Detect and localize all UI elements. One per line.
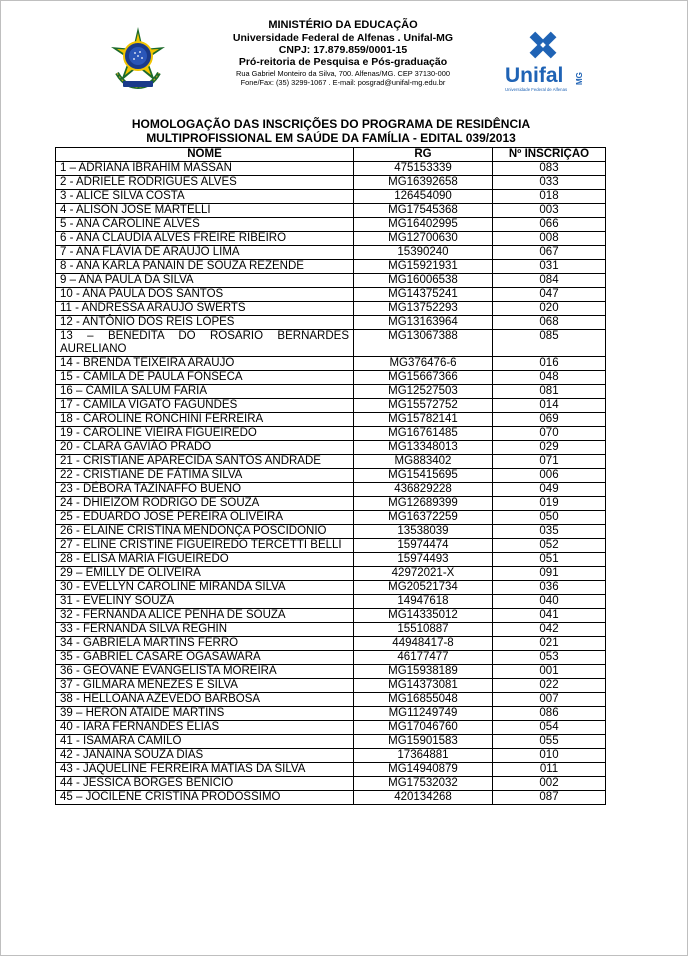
header-registration-number: Nº INSCRIÇÃO [493,148,606,162]
cell-name: 19 - CAROLINE VIEIRA FIGUEIREDO [56,427,354,441]
cell-rg: MG17545368 [354,204,493,218]
cell-registration-number: 035 [493,525,606,539]
table-row [56,707,606,721]
cell-registration-number: 048 [493,371,606,385]
cell-name: 35 - GABRIEL CASARE OGASAWARA [56,651,354,665]
table-row [56,609,606,623]
unifal-logo-icon [501,25,593,93]
cell-rg: 13538039 [354,525,493,539]
cell-name: 7 - ANA FLÁVIA DE ARAUJO LIMA [56,246,354,260]
cell-name: 25 - EDUARDO JOSÉ PEREIRA OLIVEIRA [56,511,354,525]
table-row [56,427,606,441]
cell-rg: 15974474 [354,539,493,553]
cell-rg: MG14373081 [354,679,493,693]
cell-registration-number: 071 [493,455,606,469]
cell-rg: MG13067388 [354,330,493,357]
table-row [56,357,606,371]
cell-rg: MG14375241 [354,288,493,302]
cell-registration-number: 069 [493,413,606,427]
cell-rg: 15974493 [354,553,493,567]
table-row [56,763,606,777]
cell-rg: MG14940879 [354,763,493,777]
table-row [56,651,606,665]
cell-registration-number: 070 [493,427,606,441]
table-row [56,274,606,288]
cell-name: 5 - ANA CAROLINE ALVES [56,218,354,232]
table-row [56,623,606,637]
table-row [56,525,606,539]
cell-name: 39 – HERON ATAIDE MARTINS [56,707,354,721]
cell-rg: 14947618 [354,595,493,609]
cell-registration-number: 011 [493,763,606,777]
cell-registration-number: 033 [493,176,606,190]
cell-rg: MG15901583 [354,735,493,749]
cell-name: 42 - JANAINA SOUZA DIAS [56,749,354,763]
cell-rg: MG15667366 [354,371,493,385]
cell-name: 22 - CRISTIANE DE FÁTIMA SILVA [56,469,354,483]
registrations-table [55,147,606,805]
cnpj: CNPJ: 17.879.859/0001-15 [278,43,408,56]
cell-registration-number: 047 [493,288,606,302]
table-row [56,246,606,260]
cell-rg: MG11249749 [354,707,493,721]
cell-name: 16 – CAMILA SALUM FARIA [56,385,354,399]
table-row [56,371,606,385]
header-rg: RG [354,148,493,162]
cell-registration-number: 016 [493,357,606,371]
cell-rg: MG376476-6 [354,357,493,371]
cell-registration-number: 041 [493,609,606,623]
table-row [56,190,606,204]
table-header-row [56,148,606,162]
cell-name: 29 – EMILLY DE OLIVEIRA [56,567,354,581]
table-row [56,693,606,707]
cell-rg: MG16372259 [354,511,493,525]
table-row [56,791,606,805]
ministry-name: MINISTÉRIO DA EDUCAÇÃO [268,19,418,31]
cell-name: 23 - DÉBORA TAZINAFFO BUENO [56,483,354,497]
cell-rg: 44948417-8 [354,637,493,651]
cell-rg: 420134268 [354,791,493,805]
cell-registration-number: 086 [493,707,606,721]
cell-registration-number: 081 [493,385,606,399]
table-row [56,679,606,693]
cell-rg: MG17046760 [354,721,493,735]
cell-registration-number: 020 [493,302,606,316]
cell-registration-number: 051 [493,553,606,567]
cell-registration-number: 040 [493,595,606,609]
header-name: NOME [56,148,354,162]
cell-rg: 15390240 [354,246,493,260]
table-row [56,567,606,581]
cell-registration-number: 085 [493,330,606,357]
cell-rg: MG12700630 [354,232,493,246]
cell-registration-number: 018 [493,190,606,204]
cell-name: 33 - FERNANDA SILVA REGHIN [56,623,354,637]
cell-registration-number: 068 [493,316,606,330]
cell-registration-number: 052 [493,539,606,553]
cell-name: 31 - EVELINY SOUZA [56,595,354,609]
cell-rg: 15510887 [354,623,493,637]
table-row [56,553,606,567]
cell-rg: MG13348013 [354,441,493,455]
cell-name: 12 - ANTÔNIO DOS REIS LOPES [56,316,354,330]
cell-registration-number: 029 [493,441,606,455]
cell-rg: MG883402 [354,455,493,469]
university-name: Universidade Federal de Alfenas . Unifal-MG [232,31,454,44]
logo-suffix: MG [575,72,584,85]
table-row [56,637,606,651]
table-row [56,497,606,511]
table-row [56,749,606,763]
address: Rua Gabriel Monteiro da Silva, 700. Alfenas/MG. CEP 37130-000 [236,69,450,79]
table-row [56,316,606,330]
cell-rg: MG13752293 [354,302,493,316]
table-row [56,665,606,679]
cell-name: 3 - ALICE SILVA COSTA [56,190,354,204]
cell-name: 1 – ADRIANA IBRAHIM MASSAN [56,162,354,176]
cell-registration-number: 066 [493,218,606,232]
contact-info: Fone/Fax: (35) 3299-1067 . E-mail: posgrad@unifal-mg.edu.br [240,77,446,87]
cell-name: 45 – JOCILENE CRISTINA PRODOSSIMO [56,791,354,805]
table-row [56,511,606,525]
cell-name: 36 - GEOVANE EVANGELISTA MOREIRA [56,665,354,679]
cell-registration-number: 003 [493,204,606,218]
document-title [57,117,605,145]
cell-name: 27 - ELINE CRISTINE FIGUEIREDO TERCETTI BELLI [56,539,354,553]
cell-registration-number: 021 [493,637,606,651]
cell-rg: 436829228 [354,483,493,497]
department-name: Pró-reitoria de Pesquisa e Pós-graduação [238,56,448,69]
cell-rg: MG13163964 [354,316,493,330]
cell-rg: MG15938189 [354,665,493,679]
cell-name: 17 - CAMILA VIGATO FAGUNDES [56,399,354,413]
cell-registration-number: 008 [493,232,606,246]
logo-wordmark: Unifal [505,64,564,87]
cell-rg: MG15572752 [354,399,493,413]
cell-name: 40 - IARA FERNANDES ELIAS [56,721,354,735]
table-row [56,483,606,497]
cell-name: 30 - EVELLYN CAROLINE MIRANDA SILVA [56,581,354,595]
cell-rg: MG14335012 [354,609,493,623]
cell-name: 44 - JESSICA BORGES BENICIO [56,777,354,791]
cell-registration-number: 001 [493,665,606,679]
cell-registration-number: 006 [493,469,606,483]
table-row [56,735,606,749]
cell-name: 32 - FERNANDA ALICE PENHA DE SOUZA [56,609,354,623]
cell-name: 38 - HELLOANA AZEVEDO BARBOSA [56,693,354,707]
cell-rg: 46177477 [354,651,493,665]
logo-caption: Universidade Federal de Alfenas [505,87,568,92]
cell-registration-number: 083 [493,162,606,176]
cell-registration-number: 042 [493,623,606,637]
table-row [56,777,606,791]
cell-name: 34 - GABRIELA MARTINS FERRO [56,637,354,651]
cell-registration-number: 087 [493,791,606,805]
table-row [56,581,606,595]
cell-registration-number: 054 [493,721,606,735]
cell-registration-number: 084 [493,274,606,288]
cell-rg: MG16402995 [354,218,493,232]
cell-rg: MG16392658 [354,176,493,190]
cell-rg: MG12689399 [354,497,493,511]
table-row [56,399,606,413]
cell-name: 37 - GILMARA MENEZES E SILVA [56,679,354,693]
cell-rg: MG15415695 [354,469,493,483]
table-row [56,218,606,232]
cell-registration-number: 022 [493,679,606,693]
cell-rg: MG12527503 [354,385,493,399]
cell-rg: MG17532032 [354,777,493,791]
cell-name: 24 - DHIEIZOM RODRIGO DE SOUZA [56,497,354,511]
table-row [56,176,606,190]
cell-name: 10 - ANA PAULA DOS SANTOS [56,288,354,302]
cell-rg: 17364881 [354,749,493,763]
cell-rg: 126454090 [354,190,493,204]
cell-name: 41 - ISAMARA CAMILO [56,735,354,749]
cell-registration-number: 031 [493,260,606,274]
cell-name: 26 - ELAINE CRISTINA MENDONÇA POSCIDONIO [56,525,354,539]
letterhead [1,19,688,99]
cell-name: 13 – BENEDITA DO ROSARIO BERNARDES AURELIANO [56,330,354,357]
cell-name: 20 - CLARA GAVIÃO PRADO [56,441,354,455]
cell-registration-number: 002 [493,777,606,791]
table-row [56,162,606,176]
table-row [56,385,606,399]
letterhead-text [197,19,489,87]
cell-registration-number: 019 [493,497,606,511]
cell-name: 8 - ANA KARLA PANAIN DE SOUZA REZENDE [56,260,354,274]
cell-name: 2 - ADRIELE RODRIGUES ALVES [56,176,354,190]
cell-name: 28 - ELISA MARIA FIGUEIREDO [56,553,354,567]
table-row [56,721,606,735]
cell-registration-number: 014 [493,399,606,413]
cell-registration-number: 036 [493,581,606,595]
cell-rg: MG16761485 [354,427,493,441]
cell-registration-number: 067 [493,246,606,260]
cell-rg: MG15921931 [354,260,493,274]
table-row [56,232,606,246]
cell-name: 9 – ANA PAULA DA SILVA [56,274,354,288]
brazil-coat-of-arms-icon [105,25,171,91]
table-row [56,595,606,609]
table-body [56,162,606,805]
cell-rg: 42972021-X [354,567,493,581]
cell-name: 43 - JAQUELINE FERREIRA MATIAS DA SILVA [56,763,354,777]
cell-registration-number: 050 [493,511,606,525]
cell-registration-number: 091 [493,567,606,581]
cell-registration-number: 053 [493,651,606,665]
title-line-1: HOMOLOGAÇÃO DAS INSCRIÇÕES DO PROGRAMA DE RESIDÊNCIA [131,117,531,131]
cell-rg: 475153339 [354,162,493,176]
table-row [56,441,606,455]
cell-registration-number: 049 [493,483,606,497]
cell-name: 11 - ANDRESSA ARAUJO SWERTS [56,302,354,316]
cell-name: 21 - CRISTIANE APARECIDA SANTOS ANDRADE [56,455,354,469]
cell-rg: MG15782141 [354,413,493,427]
cell-registration-number: 010 [493,749,606,763]
table-row [56,455,606,469]
title-line-2: MULTIPROFISSIONAL EM SAÚDE DA FAMÍLIA - EDITAL 039/2013 [146,131,516,145]
table-row [56,539,606,553]
table-row [56,469,606,483]
table-row [56,302,606,316]
table-row [56,413,606,427]
cell-name: 18 - CAROLINE RONCHINI FERREIRA [56,413,354,427]
table-row [56,204,606,218]
cell-name: 6 - ANA CLAUDIA ALVES FREIRE RIBEIRO [56,232,354,246]
cell-registration-number: 007 [493,693,606,707]
cell-name: 14 - BRENDA TEIXEIRA ARAUJO [56,357,354,371]
cell-name: 15 - CAMILA DE PAULA FONSECA [56,371,354,385]
cell-rg: MG16006538 [354,274,493,288]
table-row [56,260,606,274]
cell-name: 4 - ALISON JOSE MARTELLI [56,204,354,218]
table-row [56,288,606,302]
cell-registration-number: 055 [493,735,606,749]
table-row [56,330,606,357]
cell-rg: MG20521734 [354,581,493,595]
cell-rg: MG16855048 [354,693,493,707]
